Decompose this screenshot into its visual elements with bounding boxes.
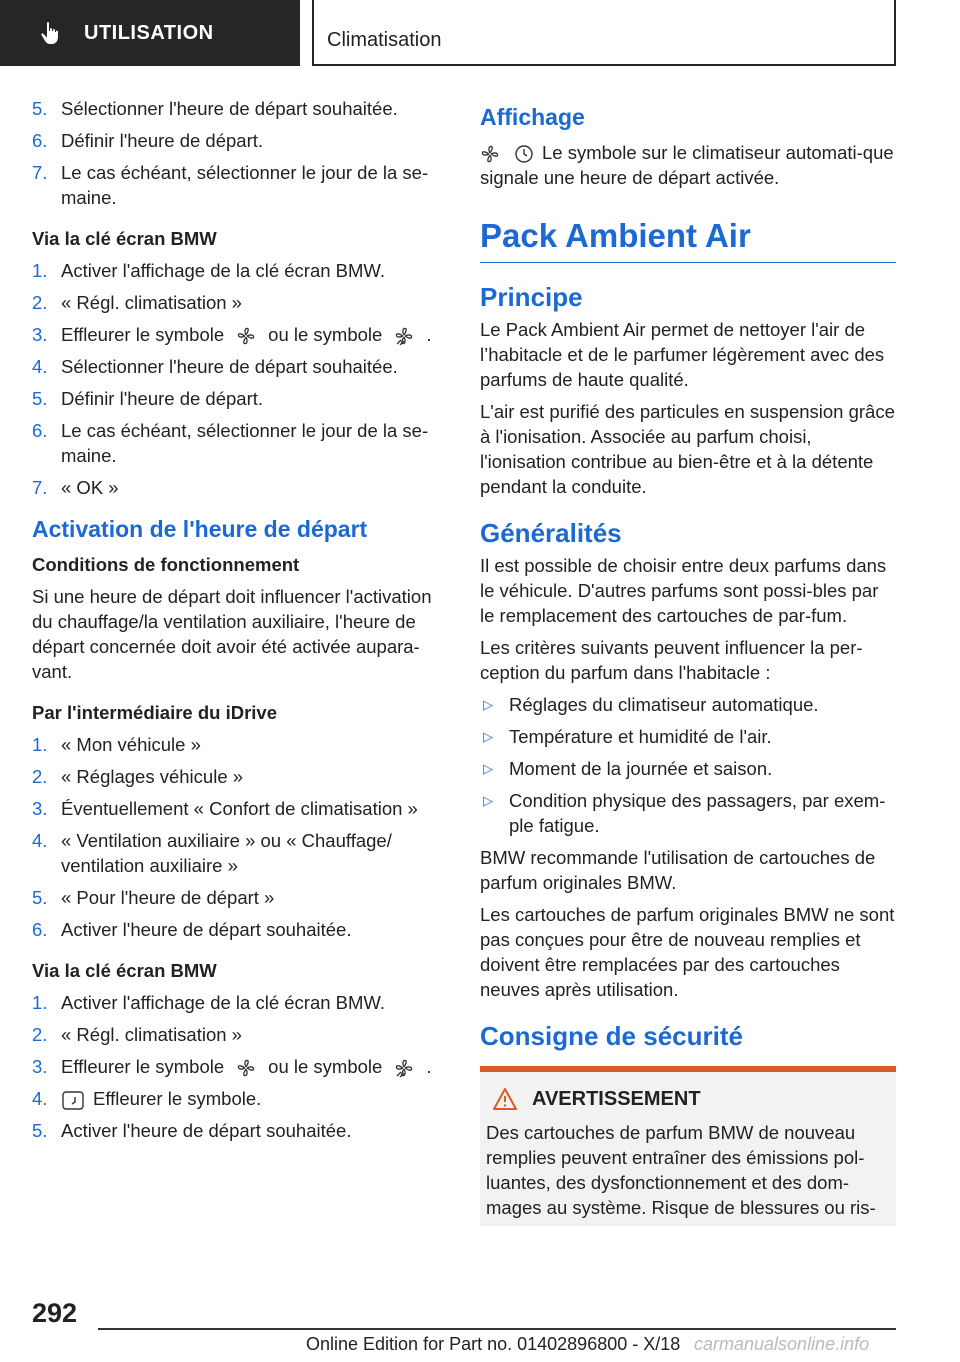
- list-item: [32, 1086, 446, 1111]
- list-item: [32, 828, 446, 878]
- paragraph-principe-1: Le Pack Ambient Air permet de nettoyer l'air de l’habitacle et de le parfumer légèrement avec des parfums de haute qualité.: [480, 319, 885, 390]
- step-text: « Régl. climatisation »: [61, 1024, 242, 1045]
- step-list-c: [32, 732, 446, 942]
- step-number: 5.: [32, 887, 48, 908]
- list-item: [32, 990, 446, 1015]
- triangle-bullet-icon: ▷: [483, 697, 493, 712]
- step-text: Activer l'affichage de la clé écran BMW.: [61, 992, 386, 1013]
- step-number: 4.: [32, 1088, 48, 1109]
- hand-pointer-icon: [38, 20, 64, 46]
- step-number: 2.: [32, 292, 48, 313]
- list-item: [32, 128, 446, 153]
- step-number: 3.: [32, 1056, 48, 1077]
- list-item: [480, 756, 896, 781]
- step-text: [61, 322, 446, 347]
- list-item: [32, 386, 446, 411]
- paragraph-generalites-1: Il est possible de choisir entre deux parfums dans le véhicule. D'autres parfums sont possi-bles par le remplacement des cartouches de par-fum.: [480, 555, 887, 626]
- step-text: Activer l'heure de départ souhaitée.: [61, 1120, 352, 1142]
- heading-affichage: Affichage: [480, 104, 585, 130]
- paragraph-generalites-3: BMW recommande l'utilisation de cartouches de parfum originales BMW.: [480, 847, 876, 893]
- bullet-text: Température et humidité de l'air.: [509, 726, 772, 747]
- step-text: « Régl. climatisation »: [61, 292, 242, 313]
- step-text: [61, 1086, 446, 1111]
- step-text: « Réglages véhicule »: [61, 766, 244, 787]
- section-tab-label: UTILISATION: [84, 21, 214, 44]
- warning-title: [486, 1086, 890, 1112]
- list-item: [480, 724, 896, 749]
- bullet-list: [480, 692, 896, 838]
- warning-title-text: AVERTISSEMENT: [532, 1088, 701, 1110]
- step-number: 5.: [32, 1120, 48, 1142]
- step-number: 4.: [32, 830, 48, 851]
- step-text: Définir l'heure de départ.: [61, 388, 264, 409]
- list-item: [480, 692, 896, 717]
- step-text-part: ou le symbole: [268, 1056, 383, 1077]
- step-text: Le cas échéant, sélectionner le jour de la se-maine.: [61, 162, 429, 208]
- watermark: carmanualsonline.info: [694, 1334, 870, 1354]
- step-number: 1.: [32, 734, 48, 755]
- heading-generalites: Généralités: [480, 518, 622, 548]
- list-item: [32, 917, 446, 942]
- list-item: [32, 1054, 446, 1079]
- chapter-header: [312, 0, 896, 66]
- step-text-part: Effleurer le symbole.: [93, 1088, 262, 1109]
- list-item: [32, 885, 446, 910]
- step-text: « Pour l'heure de départ »: [61, 887, 275, 908]
- fan-icon: [480, 144, 500, 164]
- warning-text: Des cartouches de parfum BMW de nouveau remplies peuvent entraîner des émissions pol-luantes, des dysfonctionnement et des dom-mages au système. Risque de blessures ou ris-: [486, 1122, 876, 1218]
- subheading-key: Via la clé écran BMW: [32, 228, 217, 249]
- list-item: [32, 764, 446, 789]
- list-item: [32, 258, 446, 283]
- paragraph-affichage-text: Le symbole sur le climatiseur automati-que signale une heure de départ activée.: [480, 142, 894, 188]
- step-text-part: .: [426, 1056, 432, 1077]
- fan-heat-icon: [394, 1058, 414, 1078]
- fan-icon: [236, 326, 256, 346]
- list-item: [32, 96, 446, 121]
- fan-icon: [236, 1058, 256, 1078]
- step-number: 2.: [32, 1024, 48, 1045]
- list-item: [32, 1118, 446, 1143]
- step-number: 7.: [32, 477, 48, 498]
- triangle-bullet-icon: ▷: [483, 793, 493, 808]
- step-number: 3.: [32, 324, 48, 345]
- step-text: Sélectionner l'heure de départ souhaitée.: [61, 98, 398, 119]
- page-number: 292: [32, 1298, 78, 1328]
- step-number: 6.: [32, 130, 48, 151]
- step-text: « Ventilation auxiliaire » ou « Chauffage/ ventilation auxiliaire »: [61, 830, 392, 876]
- subheading-conditions: Conditions de fonctionnement: [32, 554, 300, 575]
- heading-activation: Activation de l'heure de départ: [32, 516, 368, 542]
- step-text-part: Effleurer le symbole: [61, 1056, 225, 1077]
- step-number: 4.: [32, 356, 48, 377]
- footer-divider: [98, 1328, 896, 1330]
- heading-principe: Principe: [480, 282, 583, 312]
- step-text: « OK »: [61, 477, 119, 498]
- list-item: [32, 160, 446, 210]
- step-text: Activer l'heure de départ souhaitée.: [61, 919, 352, 940]
- triangle-bullet-icon: ▷: [483, 761, 493, 776]
- step-text: « Mon véhicule »: [61, 734, 201, 755]
- step-number: 2.: [32, 766, 48, 787]
- list-item: [32, 290, 446, 315]
- warning-box: [480, 1066, 896, 1226]
- step-number: 1.: [32, 260, 48, 281]
- paragraph-generalites-2: Les critères suivants peuvent influencer la per-ception du parfum dans l'habitacle :: [480, 637, 863, 683]
- step-list-b: [32, 258, 446, 500]
- bullet-text: Condition physique des passagers, par exem-ple fatigue.: [509, 790, 886, 836]
- step-number: 3.: [32, 798, 48, 819]
- list-item: [32, 796, 446, 821]
- list-item: [32, 732, 446, 757]
- step-number: 6.: [32, 919, 48, 940]
- paragraph-principe-2: L'air est purifié des particules en suspension grâce à l'ionisation. Associée au parfum choisi, l'ionisation contribue au bien-être et à la détente pendant la conduite.: [480, 401, 895, 497]
- list-item: [32, 322, 446, 347]
- step-number: 5.: [32, 388, 48, 409]
- step-text: Définir l'heure de départ.: [61, 130, 264, 151]
- paragraph-generalites-4: Les cartouches de parfum originales BMW ne sont pas conçues pour être de nouveau remplies et doivent être remplacées par des cartouches neuves après utilisation.: [480, 904, 895, 1000]
- left-column: [32, 96, 446, 1150]
- list-item: [32, 418, 446, 468]
- timer-key-icon: [61, 1089, 85, 1111]
- step-number: 6.: [32, 420, 48, 441]
- step-number: 5.: [32, 98, 48, 119]
- step-text: [61, 1054, 446, 1079]
- list-item: [32, 475, 446, 500]
- edition-note: Online Edition for Part no. 01402896800 - X/18: [306, 1334, 681, 1354]
- subheading-key-2: Via la clé écran BMW: [32, 960, 217, 981]
- bullet-text: Moment de la journée et saison.: [509, 758, 773, 779]
- step-text-part: .: [426, 324, 432, 345]
- paragraph-affichage: [480, 140, 896, 190]
- step-text: Le cas échéant, sélectionner le jour de la se-maine.: [61, 420, 429, 466]
- section-tab: [0, 0, 300, 66]
- step-number: 1.: [32, 992, 48, 1013]
- clock-icon: [514, 144, 534, 164]
- paragraph-conditions: Si une heure de départ doit influencer l'activation du chauffage/la ventilation auxiliaire, l'heure de départ concernée doit avoir été activée aupara-vant.: [32, 586, 432, 682]
- step-text-part: Effleurer le symbole: [61, 324, 225, 345]
- fan-heat-icon: [394, 326, 414, 346]
- step-text-part: ou le symbole: [268, 324, 383, 345]
- heading-pack: Pack Ambient Air: [480, 216, 896, 263]
- step-text: Sélectionner l'heure de départ souhaitée.: [61, 356, 398, 377]
- step-text: Activer l'affichage de la clé écran BMW.: [61, 260, 386, 281]
- list-item: [32, 354, 446, 379]
- warning-triangle-icon: [492, 1087, 518, 1111]
- chapter-title: Climatisation: [327, 29, 442, 51]
- heading-consigne: Consigne de sécurité: [480, 1021, 743, 1051]
- step-list-d: [32, 990, 446, 1143]
- step-text: Éventuellement « Confort de climatisation »: [61, 798, 418, 819]
- right-column: [480, 96, 896, 1226]
- subheading-idrive: Par l'intermédiaire du iDrive: [32, 702, 277, 723]
- step-number: 7.: [32, 162, 48, 183]
- list-item: [480, 788, 896, 838]
- triangle-bullet-icon: ▷: [483, 729, 493, 744]
- bullet-text: Réglages du climatiseur automatique.: [509, 694, 819, 715]
- step-list-a: [32, 96, 446, 210]
- list-item: [32, 1022, 446, 1047]
